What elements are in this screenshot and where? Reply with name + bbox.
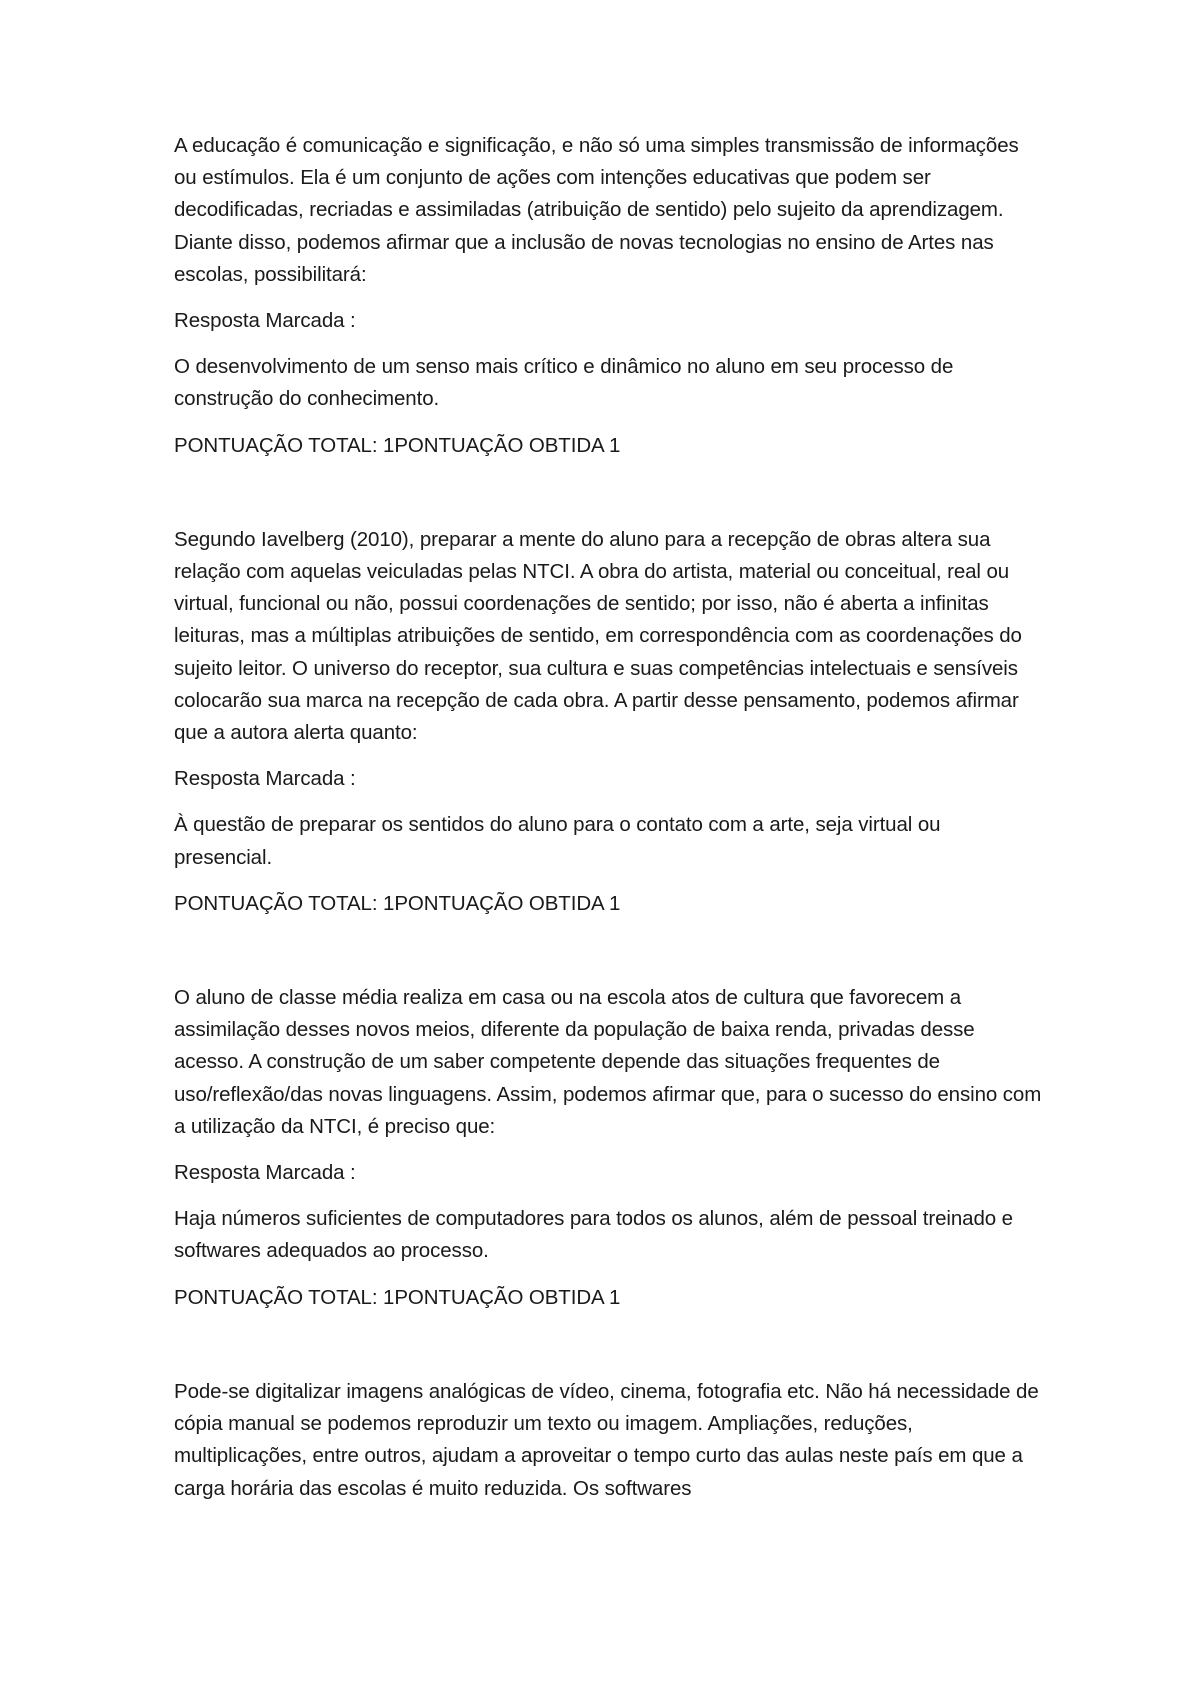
question-block-1 [174,130,1044,462]
score-line: PONTUAÇÃO TOTAL: 1PONTUAÇÃO OBTIDA 1 [174,1285,621,1309]
document-page [174,130,1044,1505]
question-block-3 [174,982,1044,1314]
answer-text: Haja números suficientes de computadores para todos os alunos, além de pessoal treinado e softwares adequados ao processo. [174,1207,1013,1263]
question-text: O aluno de classe média realiza em casa ou na escola atos de cultura que favorecem a assimilação desses novos meios, diferente da população de baixa renda, privadas desse acesso. A construção de um saber competente depende das situações frequentes de uso/reflexão/das novas linguagens. Assim, podemos afirmar que, para o sucesso do ensino com a utilização da NTCI, é preciso que: [174,986,1042,1138]
question-block-2 [174,524,1044,920]
question-text: A educação é comunicação e significação, e não só uma simples transmissão de informações ou estímulos. Ela é um conjunto de ações com intenções educativas que podem ser decodificadas, recriadas e assimiladas (atribuição de sentido) pelo sujeito da aprendizagem. Diante disso, podemos afirmar que a inclusão de novas tecnologias no ensino de Artes nas escolas, possibilitará: [174,134,1019,286]
score-line: PONTUAÇÃO TOTAL: 1PONTUAÇÃO OBTIDA 1 [174,891,621,915]
score-line: PONTUAÇÃO TOTAL: 1PONTUAÇÃO OBTIDA 1 [174,433,621,457]
answer-label: Resposta Marcada : [174,767,356,791]
question-text: Pode-se digitalizar imagens analógicas de vídeo, cinema, fotografia etc. Não há necessidade de cópia manual se podemos reproduzir um texto ou imagem. Ampliações, reduções, multiplicações, entre outros, ajudam a aproveitar o tempo curto das aulas neste país em que a carga horária das escolas é muito reduzida. Os softwares [174,1379,1039,1500]
answer-text: À questão de preparar os sentidos do aluno para o contato com a arte, seja virtual ou presencial. [174,813,941,869]
question-text: Segundo Iavelberg (2010), preparar a mente do aluno para a recepção de obras altera sua relação com aquelas veiculadas pelas NTCI. A obra do artista, material ou conceitual, real ou virtual, funcional ou não, possui coordenações de sentido; por isso, não é aberta a infinitas leituras, mas a múltiplas atribuições de sentido, em correspondência com as coordenações do sujeito leitor. O universo do receptor, sua cultura e suas competências intelectuais e sensíveis colocarão sua marca na recepção de cada obra. A partir desse pensamento, podemos afirmar que a autora alerta quanto: [174,527,1022,745]
answer-label: Resposta Marcada : [174,1161,356,1185]
answer-text: O desenvolvimento de um senso mais crítico e dinâmico no aluno em seu processo de construção do conhecimento. [174,355,954,411]
question-block-4 [174,1376,1044,1505]
answer-label: Resposta Marcada : [174,309,356,333]
